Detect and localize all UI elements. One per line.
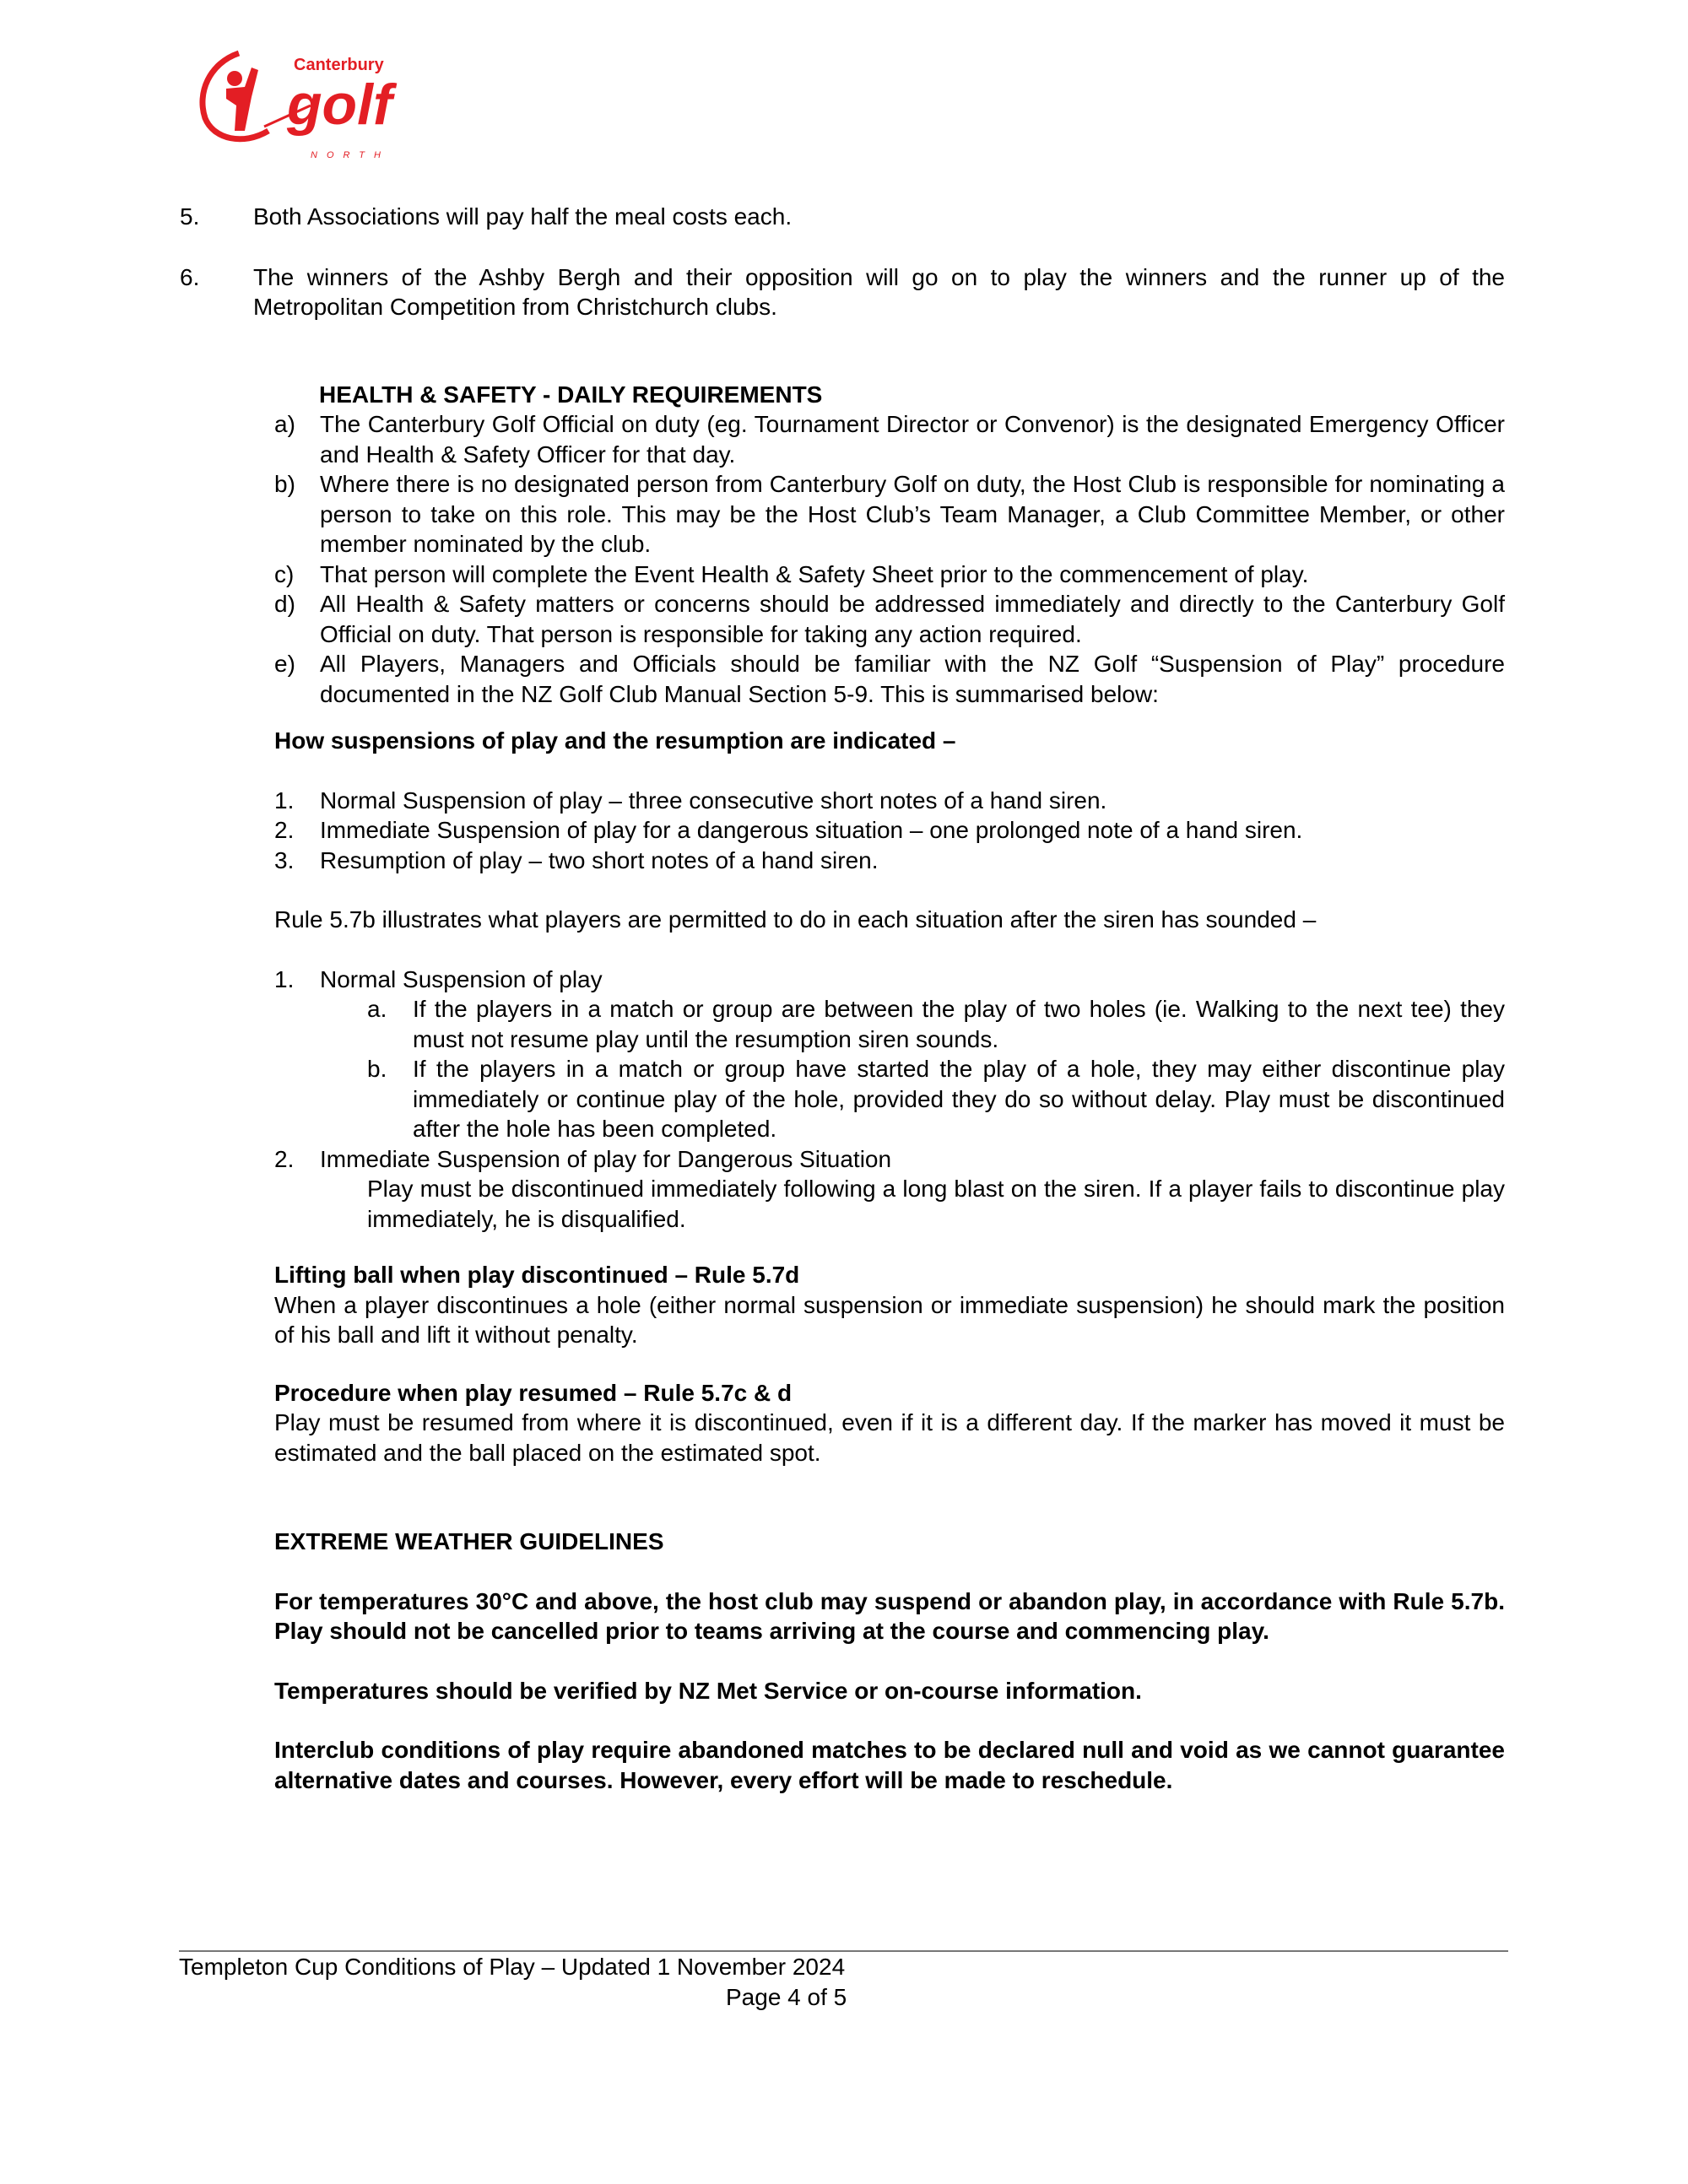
section-heading: EXTREME WEATHER GUIDELINES	[274, 1528, 664, 1554]
list-item	[180, 262, 1505, 322]
weather-paragraph: Temperatures should be verified by NZ Met Service or on-course information.	[274, 1677, 1142, 1704]
item-text: The winners of the Ashby Bergh and their opposition will go on to play the winners and the runner up of the Metropolitan Competition from Christchurch clubs.	[253, 263, 1505, 320]
item-text: Where there is no designated person from Canterbury Golf on duty, the Host Club is responsible for nominating a person to take on this role. This may be the Host Club’s Team Manager, a Club Committee Member, or other member nominated by the club.	[320, 471, 1505, 557]
suspension-section	[274, 726, 1505, 1234]
item-paragraph: Play must be discontinued immediately following a long blast on the siren. If a player fails to discontinue play immediately, he is disqualified.	[367, 1176, 1505, 1232]
sub-label: b.	[367, 1056, 387, 1082]
weather-paragraph: Interclub conditions of play require abandoned matches to be declared null and void as we cannot guarantee alternative dates and courses. However, every effort will be made to reschedule.	[274, 1737, 1505, 1793]
numbered-list	[180, 202, 1505, 322]
procedure-section	[274, 1378, 1505, 1468]
footer-title: Templeton Cup Conditions of Play – Updated 1 November 2024	[179, 1954, 846, 1980]
canterbury-golf-north-logo	[192, 46, 437, 160]
item-label: b)	[274, 471, 295, 497]
weather-paragraph: For temperatures 30°C and above, the host club may suspend or abandon play, in accordance with Rule 5.7b. Play should not be cancelled prior to teams arriving at the course and commencing play.	[274, 1587, 1505, 1644]
section-heading: Lifting ball when play discontinued – Rule 5.7d	[274, 1262, 800, 1288]
section-heading: How suspensions of play and the resumption are indicated –	[274, 727, 956, 754]
item-text: Immediate Suspension of play for Dangerous Situation	[320, 1145, 892, 1172]
sub-label: a.	[367, 996, 387, 1022]
item-text: All Health & Safety matters or concerns should be addressed immediately and directly to the Canterbury Golf Official on duty. That person is responsible for taking any action required.	[320, 591, 1505, 647]
section-text: Play must be resumed from where it is discontinued, even if it is a different day. If the marker has moved it must be estimated and the ball placed on the estimated spot.	[274, 1409, 1505, 1466]
item-text: Resumption of play – two short notes of a hand siren.	[320, 846, 879, 873]
item-label: c)	[274, 560, 295, 587]
rule-intro: Rule 5.7b illustrates what players are permitted to do in each situation after the siren has sounded –	[274, 906, 1317, 933]
section-heading: Procedure when play resumed – Rule 5.7c & d	[274, 1379, 793, 1406]
page-number: Page 4 of 5	[726, 1984, 847, 2010]
item-number: 3.	[274, 846, 295, 873]
item-number: 1.	[274, 965, 295, 992]
item-text: Both Associations will pay half the meal costs each.	[253, 203, 793, 230]
item-text: Normal Suspension of play – three consecutive short notes of a hand siren.	[320, 787, 1107, 814]
logo-text-canterbury: Canterbury	[294, 56, 384, 74]
section-heading: HEALTH & SAFETY - DAILY REQUIREMENTS	[319, 381, 823, 408]
item-label: e)	[274, 651, 295, 677]
lifting-section	[274, 1260, 1505, 1350]
item-number: 2.	[274, 1145, 295, 1172]
item-text: Immediate Suspension of play for a dangerous situation – one prolonged note of a hand siren.	[320, 817, 1303, 843]
document-body	[180, 202, 1505, 1795]
item-number: 1.	[274, 787, 295, 814]
sub-text: If the players in a match or group are between the play of two holes (ie. Walking to the next tee) they must not resume play until the resumption siren sounds.	[413, 996, 1505, 1052]
item-label: d)	[274, 591, 295, 617]
logo-text-golf: golf	[287, 73, 392, 137]
section-text: When a player discontinues a hole (either normal suspension or immediate suspension) he should mark the position of his ball and lift it without penalty.	[274, 1291, 1505, 1348]
logo-text-north: NORTH	[311, 150, 390, 160]
item-number: 5.	[180, 203, 200, 230]
list-item	[180, 202, 1505, 232]
footer-divider	[179, 1950, 1508, 1952]
weather-section	[274, 1527, 1505, 1795]
item-text: That person will complete the Event Health & Safety Sheet prior to the commencement of play.	[320, 560, 1309, 587]
item-text: Normal Suspension of play	[320, 965, 603, 992]
item-number: 6.	[180, 263, 200, 290]
item-text: All Players, Managers and Officials should be familiar with the NZ Golf “Suspension of Play” procedure documented in the NZ Golf Club Manual Section 5-9. This is summarised below:	[320, 651, 1505, 707]
item-number: 2.	[274, 817, 295, 843]
item-label: a)	[274, 411, 295, 437]
item-text: The Canterbury Golf Official on duty (eg. Tournament Director or Convenor) is the designated Emergency Officer and Health & Safety Officer for that day.	[320, 411, 1505, 468]
health-safety-section	[274, 380, 1505, 710]
sub-text: If the players in a match or group have started the play of a hole, they may either discontinue play immediately or continue play of the hole, provided they do so without delay. Play must be discontinued after the hole has been completed.	[413, 1056, 1505, 1142]
